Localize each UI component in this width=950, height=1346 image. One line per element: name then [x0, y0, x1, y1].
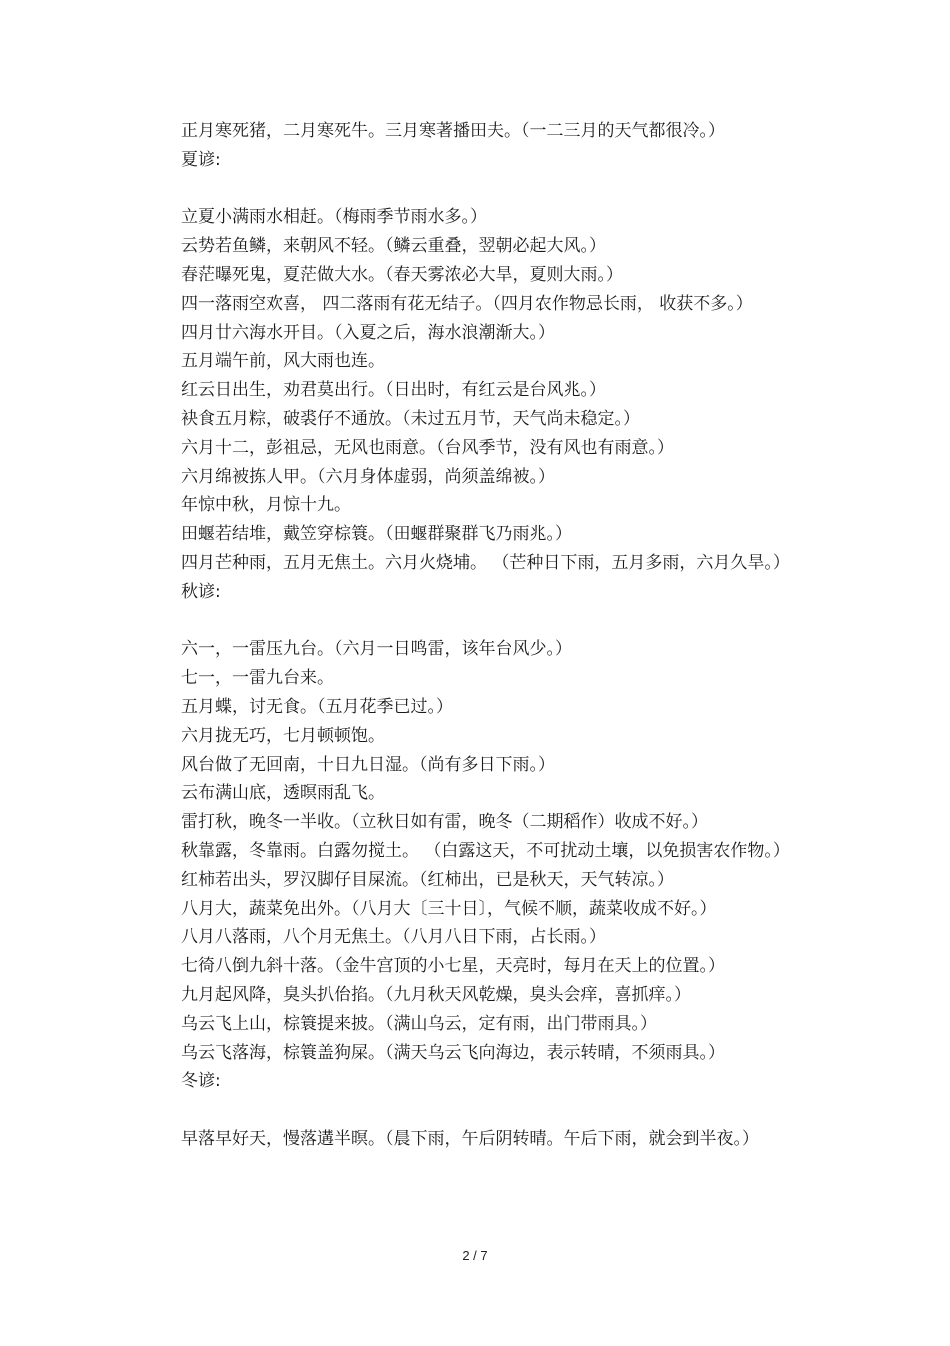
text-line: 秋靠露，冬靠雨。白露勿搅土。 （白露这天，不可扰动土壤，以免损害农作物。）	[181, 840, 790, 861]
text-line: 夏谚:	[181, 149, 221, 170]
text-line: 六一，一雷压九台。（六月一日鸣雷，该年台风少。）	[181, 639, 572, 660]
text-line: 云布满山底，透暝雨乱飞。	[181, 783, 385, 804]
text-line: 云势若鱼鳞，来朝风不轻。（鳞云重叠，翌朝必起大风。）	[181, 236, 606, 257]
text-line: 七一，一雷九台来。	[181, 668, 334, 689]
proverb-text-body	[143, 117, 803, 1154]
blank-line	[143, 607, 803, 636]
text-line: 六月十二，彭祖忌，无风也雨意。（台风季节，没有风也有雨意。）	[181, 437, 674, 458]
text-line: 五月蝶，讨无食。（五月花季已过。）	[181, 696, 453, 717]
blank-line	[143, 1096, 803, 1125]
text-line: 四一落雨空欢喜， 四二落雨有花无结子。（四月农作物忌长雨， 收获不多。）	[181, 293, 753, 314]
text-line: 风台做了无回南，十日九日湿。（尚有多日下雨。）	[181, 754, 555, 775]
text-line: 乌云飞落海，棕簑盖狗屎。（满天乌云飞向海边，表示转晴，不须雨具。）	[181, 1042, 725, 1063]
text-line: 乌云飞上山，棕簑提来披。（满山乌云，定有雨，出门带雨具。）	[181, 1013, 657, 1034]
text-line: 袂食五月粽，破裘仔不通放。（未过五月节，天气尚未稳定。）	[181, 408, 640, 429]
text-line: 年惊中秋，月惊十九。	[181, 495, 351, 516]
text-line: 五月端午前，风大雨也连。	[181, 351, 385, 372]
text-line: 正月寒死猪，二月寒死牛。三月寒著播田夫。（一二三月的天气都很冷。）	[181, 121, 725, 141]
text-line: 四月廿六海水开目。（入夏之后，海水浪潮渐大。）	[181, 322, 555, 343]
text-line: 八月大，蔬菜免出外。（八月大〔三十日〕，气候不顺，蔬菜收成不好。）	[181, 898, 717, 919]
page-number: 2 / 7	[462, 1248, 488, 1263]
blank-line	[143, 175, 803, 204]
text-line: 四月芒种雨，五月无焦土。六月火烧埔。 （芒种日下雨，五月多雨，六月久旱。）	[181, 552, 790, 573]
text-line: 七徛八倒九斜十落。（金牛宫顶的小七星，天亮时，每月在天上的位置。）	[181, 956, 725, 977]
text-line: 春茫曝死鬼，夏茫做大水。（春天雾浓必大旱，夏则大雨。）	[181, 264, 623, 285]
text-line: 红云日出生，劝君莫出行。（日出时，有红云是台风兆。）	[181, 380, 606, 401]
text-line: 田蝘若结堆，戴笠穿棕簑。（田蝘群聚群飞乃雨兆。）	[181, 524, 572, 545]
text-line: 冬谚:	[181, 1071, 221, 1092]
text-line: 红柿若出头，罗汉脚仔目屎流。（红柿出，已是秋天，天气转凉。）	[181, 869, 674, 890]
text-line: 早落早好天，慢落遘半暝。（晨下雨，午后阴转晴。午后下雨，就会到半夜。）	[181, 1128, 759, 1149]
text-line: 雷打秋，晚冬一半收。（立秋日如有雷，晚冬（二期稻作）收成不好。）	[181, 812, 708, 833]
text-line: 九月起风降，臭头扒佁掐。（九月秋天风乾燥，臭头会痒，喜抓痒。）	[181, 984, 691, 1005]
text-line: 六月绵被拣人甲。（六月身体虚弱，尚须盖绵被。）	[181, 466, 555, 487]
text-line: 六月拢无巧，七月顿顿饱。	[181, 725, 385, 746]
text-line: 秋谚:	[181, 581, 221, 602]
text-line: 立夏小满雨水相赶。（梅雨季节雨水多。）	[181, 207, 487, 228]
text-line: 八月八落雨，八个月无焦土。（八月八日下雨，占长雨。）	[181, 927, 606, 948]
